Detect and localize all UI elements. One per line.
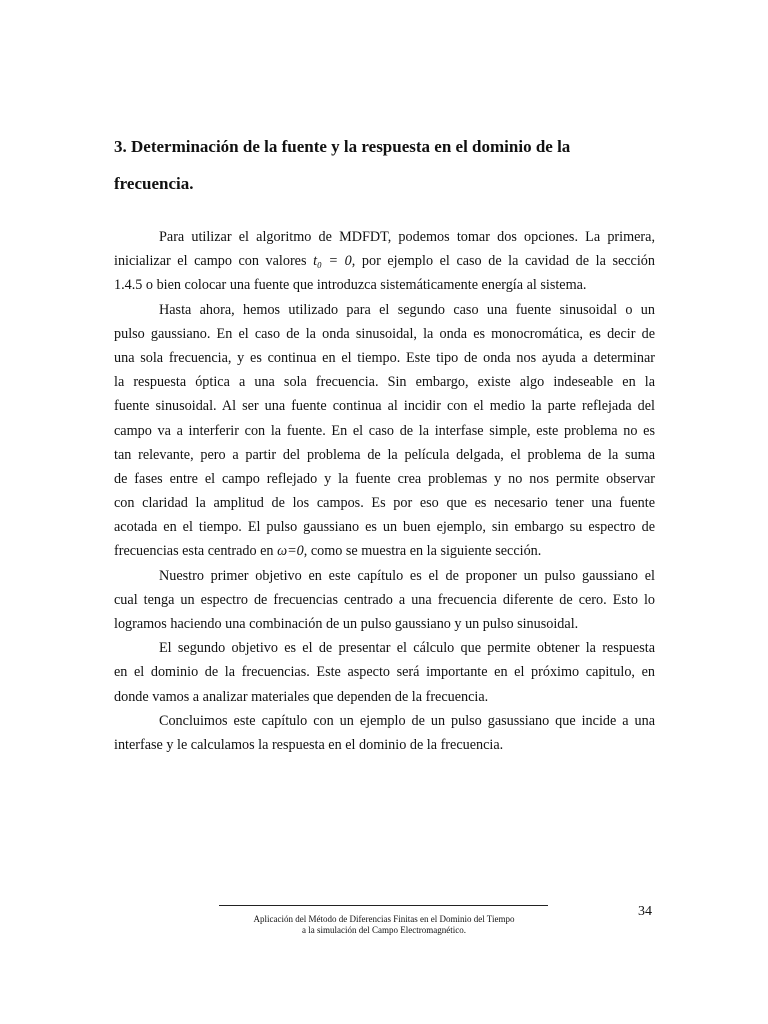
paragraph-line: campo va a interferir con la fuente. En el caso de la interfase simple, este problema no es (114, 422, 655, 439)
paragraph-line: logramos haciendo una combinación de un pulso gaussiano y un pulso sinusoidal. (114, 616, 579, 632)
paragraph-line: una sola frecuencia, y es continua en el tiempo. Este tipo de onda nos ayuda a determinar (114, 349, 655, 366)
math-expression: t₀ = 0 (313, 253, 352, 270)
footer-caption-line-1: Aplicación del Método de Diferencias Finitas en el Dominio del Tiempo (253, 914, 515, 924)
paragraph-line: pulso gaussiano. En el caso de la onda sinusoidal, la onda es monocromática, es decir de (114, 325, 655, 342)
paragraph-line: en el dominio de la frecuencias. Este aspecto será importante en el próximo capitulo, en (114, 664, 655, 681)
footer-caption (200, 914, 568, 936)
paragraph-line: inicializar el campo con valores t₀ = 0, por ejemplo el caso de la cavidad de la sección (114, 253, 655, 270)
paragraph-line: El segundo objetivo es el de presentar el cálculo que permite obtener la respuesta (159, 640, 655, 657)
paragraph-line: Nuestro primer objetivo en este capítulo es el de proponer un pulso gaussiano el (159, 567, 655, 584)
paragraph-line: con claridad la amplitud de los campos. Es por eso que es necesario tener una fuente (114, 495, 655, 512)
section-heading-line-1: 3. Determinación de la fuente y la respuesta en el dominio de la (114, 137, 571, 156)
footer-divider (219, 905, 548, 906)
body-text (114, 225, 655, 757)
footer-caption-line-2: a la simulación del Campo Electromagnético. (302, 925, 466, 935)
paragraph-line: tan relevante, pero a partir del problema de la película delgada, el problema de la suma (114, 446, 655, 463)
paragraph-line: de fases entre el campo reflejado y la fuente crea problemas y no nos permite observar (114, 470, 655, 487)
section-heading (114, 128, 674, 202)
math-expression: ω=0 (277, 543, 304, 560)
paragraph-line: donde vamos a analizar materiales que dependen de la frecuencia. (114, 688, 489, 705)
paragraph-line: Hasta ahora, hemos utilizado para el segundo caso una fuente sinusoidal o un (159, 301, 655, 318)
paragraph-line: fuente sinusoidal. Al ser una fuente continua al incidir con el medio la parte reflejada del (114, 398, 655, 415)
section-heading-line-2: frecuencia. (114, 174, 194, 193)
paragraph-line: Concluimos este capítulo con un ejemplo de un pulso gasussiano que incide a una (159, 712, 655, 729)
paragraph-line: cual tenga un espectro de frecuencias centrado a una frecuencia diferente de cero. Esto lo (114, 591, 655, 608)
paragraph-line: Para utilizar el algoritmo de MDFDT, podemos tomar dos opciones. La primera, (159, 229, 655, 245)
paragraph-line: frecuencias esta centrado en ω=0, como se muestra en la siguiente sección. (114, 543, 542, 560)
paragraph-line: la respuesta óptica a una sola frecuencia. Sin embargo, existe algo indeseable en la (114, 374, 655, 391)
paragraph-line: 1.4.5 o bien colocar una fuente que introduzca sistemáticamente energía al sistema. (114, 277, 587, 294)
page-number: 34 (638, 904, 652, 919)
paragraph-line: interfase y le calculamos la respuesta en el dominio de la frecuencia. (114, 736, 504, 753)
paragraph-line: acotada en el tiempo. El pulso gaussiano es un buen ejemplo, sin embargo su espectro de (114, 519, 655, 536)
